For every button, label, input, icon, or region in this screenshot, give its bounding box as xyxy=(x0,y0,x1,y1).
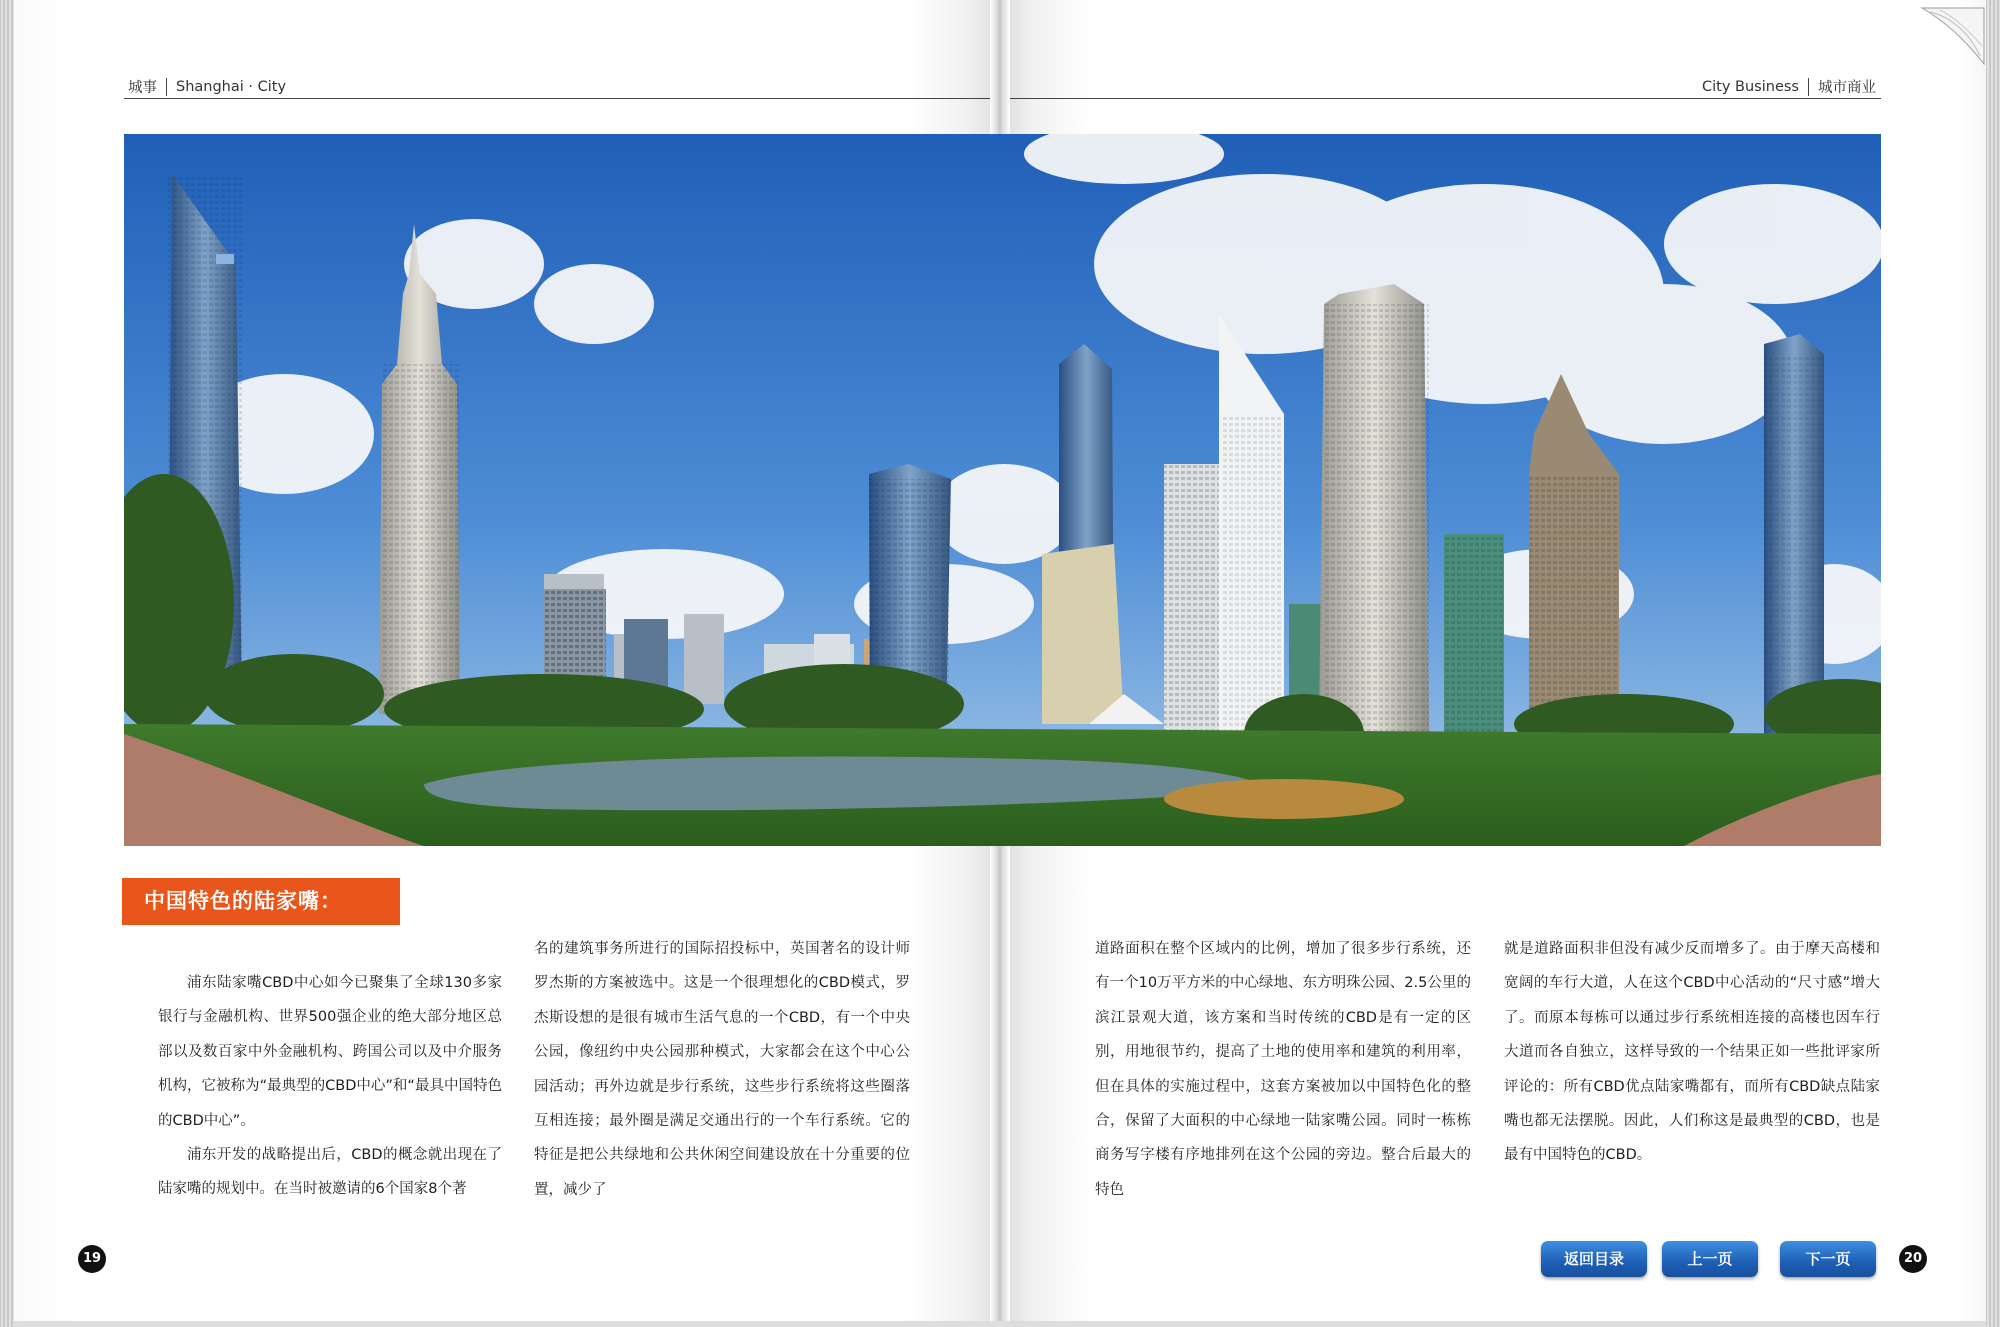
text-column-3 xyxy=(1095,932,1471,1207)
paragraph: 就是道路面积非但没有减少反而增多了。由于摩天高楼和宽阔的车行大道，人在这个CBD中心活动的“尺寸感”增大了。而原本每栋可以通过步行系统相连接的高楼也因车行大道而各自独立，这样导致的一个结果正如一些批评家所评论的：所有CBD优点陆家嘴都有，而所有CBD缺点陆家嘴也都无法摆脱。因此，人们称这是最典型的CBD，也是最有中国特色的CBD。 xyxy=(1504,941,1880,1164)
left-running-header xyxy=(128,76,286,97)
text-column-2 xyxy=(534,932,910,1207)
toc-button[interactable]: 返回目录 xyxy=(1541,1241,1647,1277)
header-subtitle-left: Shanghai · City xyxy=(176,78,287,95)
header-divider xyxy=(1808,78,1809,96)
header-divider xyxy=(166,78,167,96)
lujiazui-skyline-photo xyxy=(124,134,1881,846)
page-number-left: 19 xyxy=(78,1245,106,1273)
right-running-header xyxy=(1702,76,1876,97)
page-curl-icon[interactable] xyxy=(1920,6,1986,66)
right-header-rule xyxy=(1010,98,1881,99)
paragraph: 名的建筑事务所进行的国际招投标中，英国著名的设计师罗杰斯的方案被选中。这是一个很理想化的CBD模式，罗杰斯设想的是很有城市生活气息的一个CBD，有一个中央公园，像纽约中央公园那种模式，大家都会在这个中心公园活动；再外边就是步行系统，这些步行系统将这些圈落互相连接；最外圈是满足交通出行的一个车行系统。它的特征是把公共绿地和公共休闲空间建设放在十分重要的位置，减少了 xyxy=(534,941,910,1198)
header-section-right: City Business xyxy=(1702,78,1799,95)
text-column-4 xyxy=(1504,932,1880,1173)
next-page-button[interactable]: 下一页 xyxy=(1780,1241,1876,1277)
paragraph: 道路面积在整个区域内的比例，增加了很多步行系统，还有一个10万平方米的中心绿地、东方明珠公园、2.5公里的滨江景观大道，该方案和当时传统的CBD是有一定的区别，用地很节约，提高了土地的使用率和建筑的利用率，但在具体的实施过程中，这套方案被加以中国特色化的整合，保留了大面积的中心绿地一陆家嘴公园。同时一栋栋商务写字楼有序地排列在这个公园的旁边。整合后最大的特色 xyxy=(1095,941,1471,1198)
left-page-edge xyxy=(0,0,14,1327)
header-section-left: 城事 xyxy=(128,80,157,96)
page-number-right: 20 xyxy=(1899,1245,1927,1273)
left-header-rule xyxy=(124,98,990,99)
paragraph: 浦东开发的战略提出后，CBD的概念就出现在了陆家嘴的规划中。在当时被邀请的6个国家8个著 xyxy=(158,1147,502,1198)
article-title: 中国特色的陆家嘴： xyxy=(122,878,400,925)
text-column-1 xyxy=(158,966,502,1207)
bottom-page-edge xyxy=(14,1321,1986,1327)
header-subtitle-right: 城市商业 xyxy=(1817,80,1876,96)
prev-page-button[interactable]: 上一页 xyxy=(1662,1241,1758,1277)
paragraph: 浦东陆家嘴CBD中心如今已聚集了全球130多家银行与金融机构、世界500强企业的绝大部分地区总部以及数百家中外金融机构、跨国公司以及中介服务机构，它被称为“最典型的CBD中心”和“最具中国特色的CBD中心”。 xyxy=(158,975,502,1129)
right-page-edge xyxy=(1986,0,2000,1327)
